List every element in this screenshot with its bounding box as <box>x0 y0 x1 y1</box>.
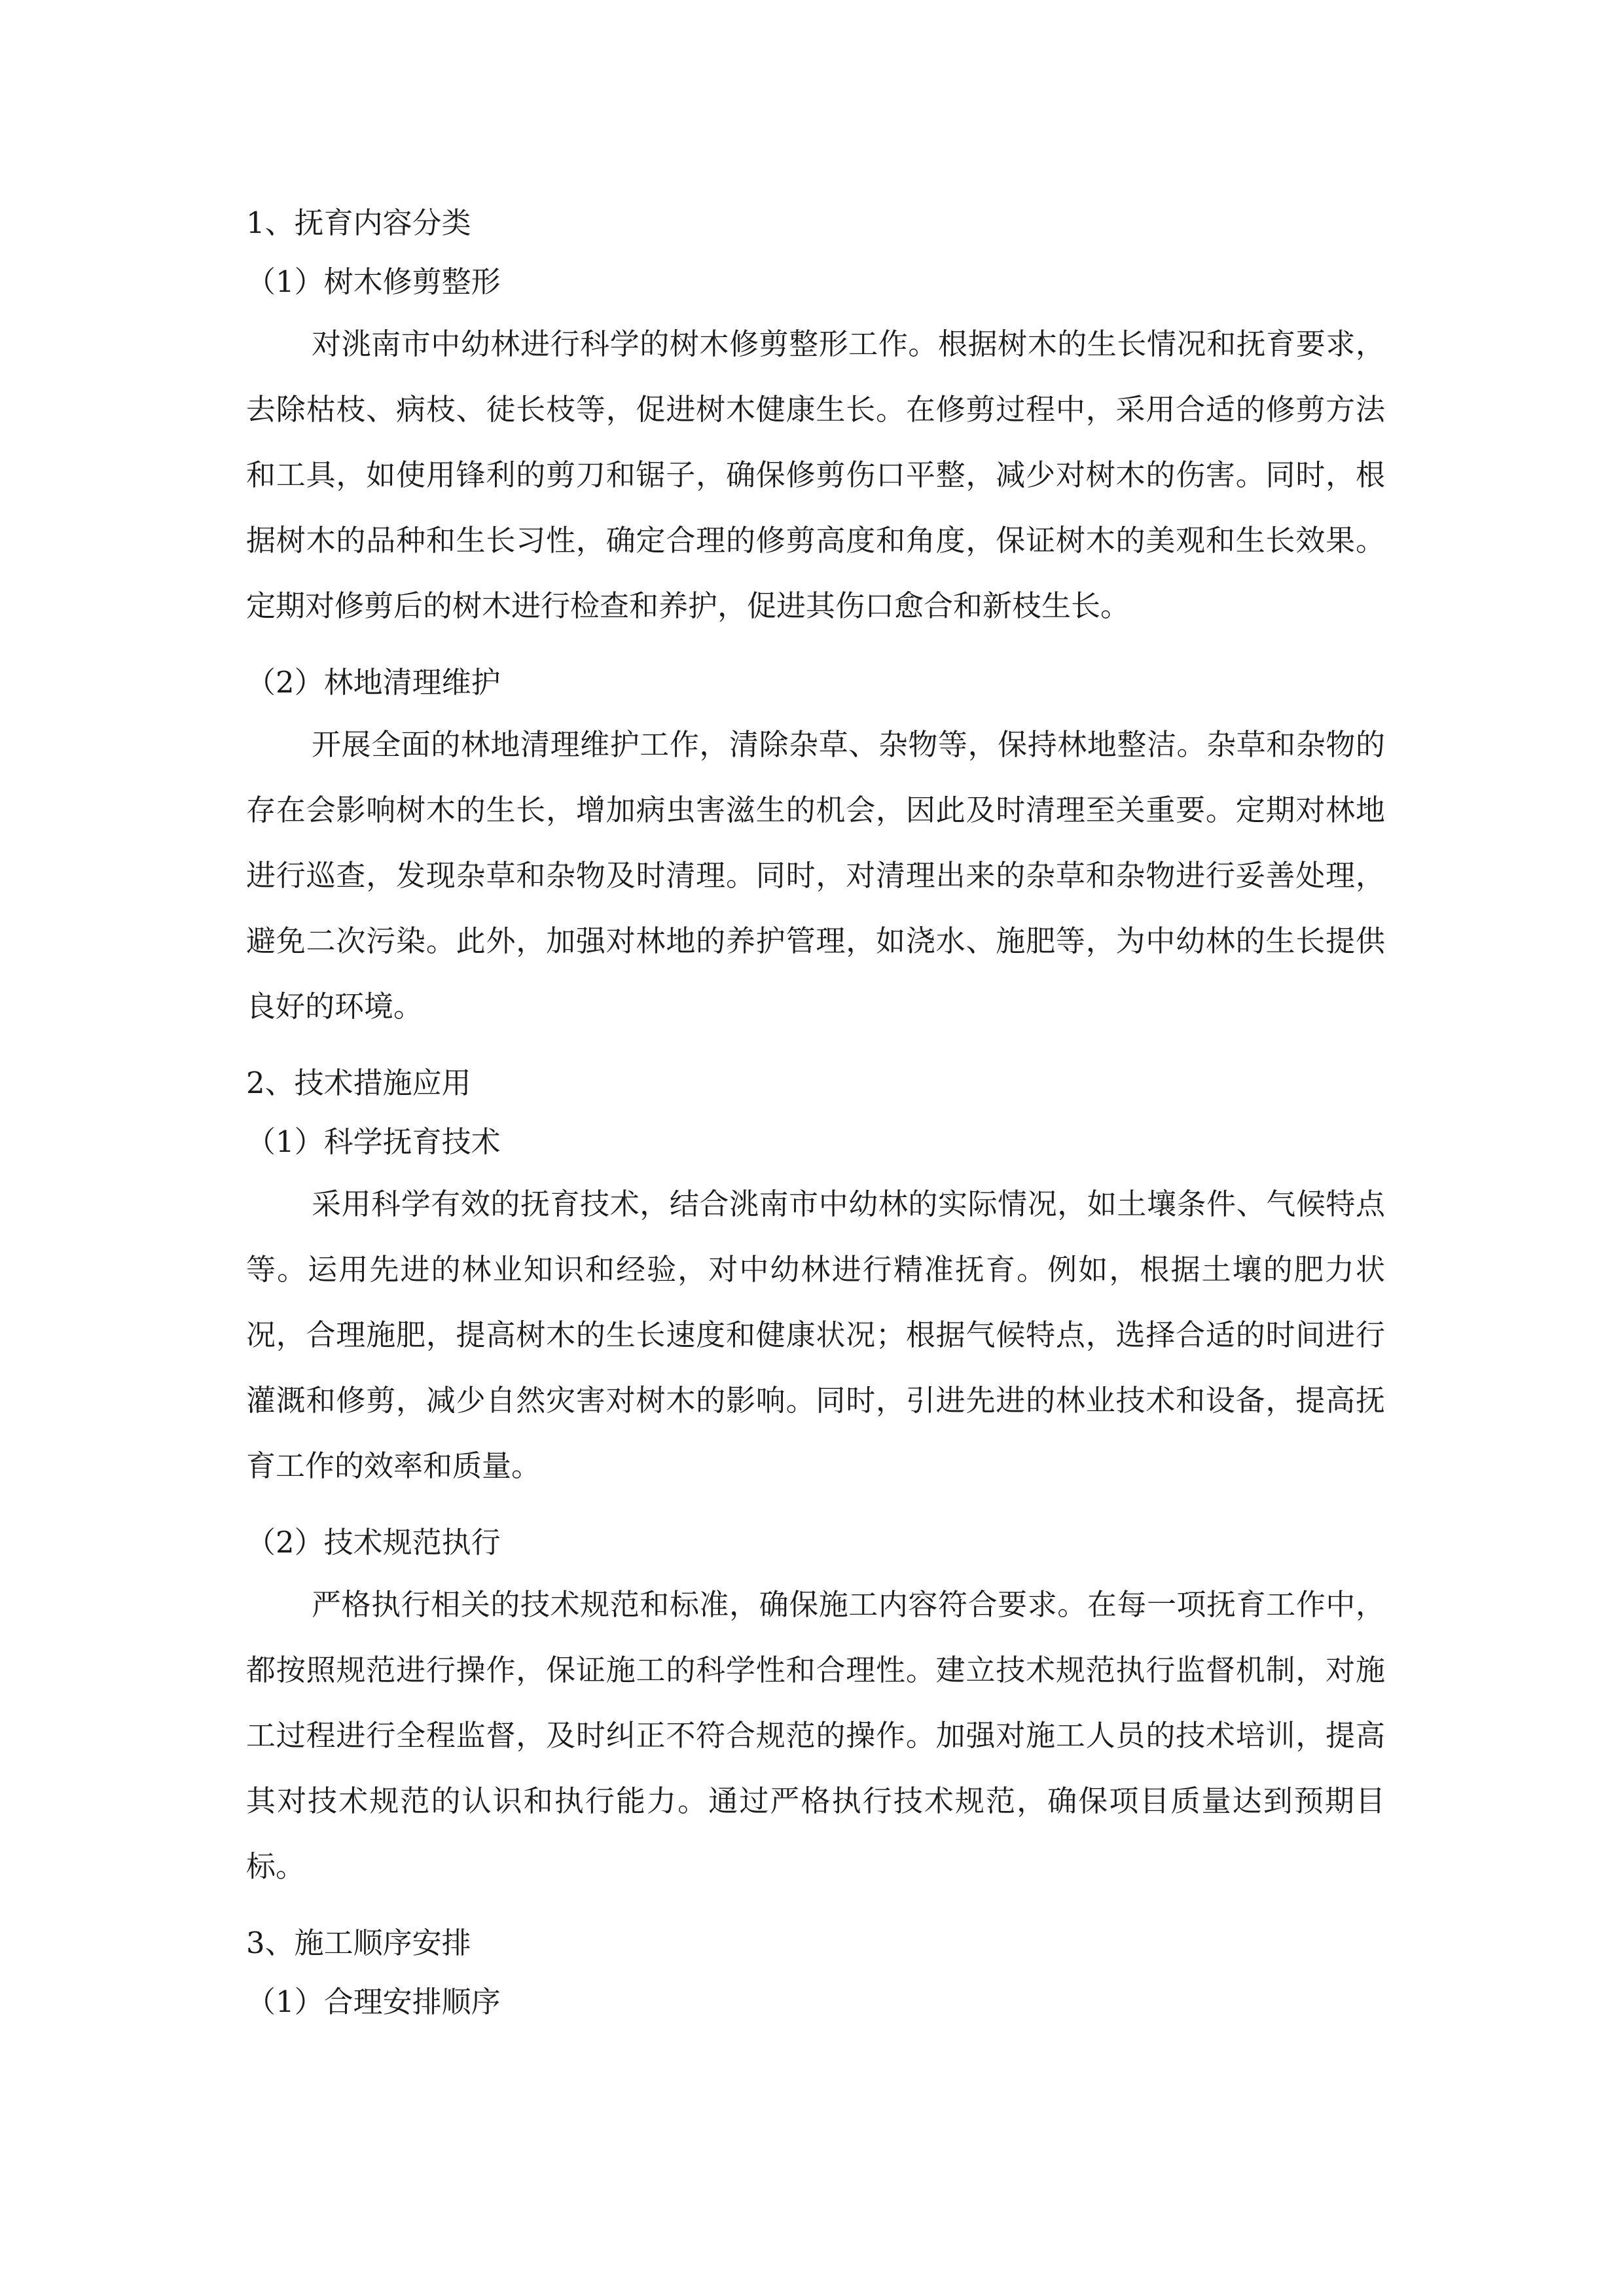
section-heading: 1、抚育内容分类 <box>246 206 471 240</box>
subsection-heading: （1）科学抚育技术 <box>246 1124 501 1159</box>
body-paragraph: 严格执行相关的技术规范和标准，确保施工内容符合要求。在每一项抚育工作中，都按照规范进行操作，保证施工的科学性和合理性。建立技术规范执行监督机制，对施工过程进行全程监督，及时纠正不符合规范的操作。加强对施工人员的技术培训，提高其对技术规范的认识和执行能力。通过严格执行技术规范，确保项目质量达到预期目标。 <box>246 1587 1385 1884</box>
section-heading: 2、技术措施应用 <box>246 1066 471 1100</box>
section-heading: 3、施工顺序安排 <box>246 1926 471 1960</box>
subsection-heading: （2）技术规范执行 <box>246 1525 501 1560</box>
body-paragraph: 采用科学有效的抚育技术，结合洮南市中幼林的实际情况，如土壤条件、气候特点等。运用先进的林业知识和经验，对中幼林进行精准抚育。例如，根据土壤的肥力状况，合理施肥，提高树木的生长速度和健康状况；根据气候特点，选择合适的时间进行灌溉和修剪，减少自然灾害对树木的影响。同时，引进先进的林业技术和设备，提高抚育工作的效率和质量。 <box>246 1187 1385 1483</box>
document-body <box>246 194 1385 2032</box>
subsection-heading: （1）合理安排顺序 <box>246 1984 501 2019</box>
body-paragraph: 开展全面的林地清理维护工作，清除杂草、杂物等，保持林地整洁。杂草和杂物的存在会影响树木的生长，增加病虫害滋生的机会，因此及时清理至关重要。定期对林地进行巡查，发现杂草和杂物及时清理。同时，对清理出来的杂草和杂物进行妥善处理，避免二次污染。此外，加强对林地的养护管理，如浇水、施肥等，为中幼林的生长提供良好的环境。 <box>246 727 1385 1024</box>
body-paragraph: 对洮南市中幼林进行科学的树木修剪整形工作。根据树木的生长情况和抚育要求，去除枯枝、病枝、徒长枝等，促进树木健康生长。在修剪过程中，采用合适的修剪方法和工具，如使用锋利的剪刀和锯子，确保修剪伤口平整，减少对树木的伤害。同时，根据树木的品种和生长习性，确定合理的修剪高度和角度，保证树木的美观和生长效果。定期对修剪后的树木进行检查和养护，促进其伤口愈合和新枝生长。 <box>246 327 1385 623</box>
subsection-heading: （1）树木修剪整形 <box>246 264 501 299</box>
subsection-heading: （2）林地清理维护 <box>246 665 501 700</box>
